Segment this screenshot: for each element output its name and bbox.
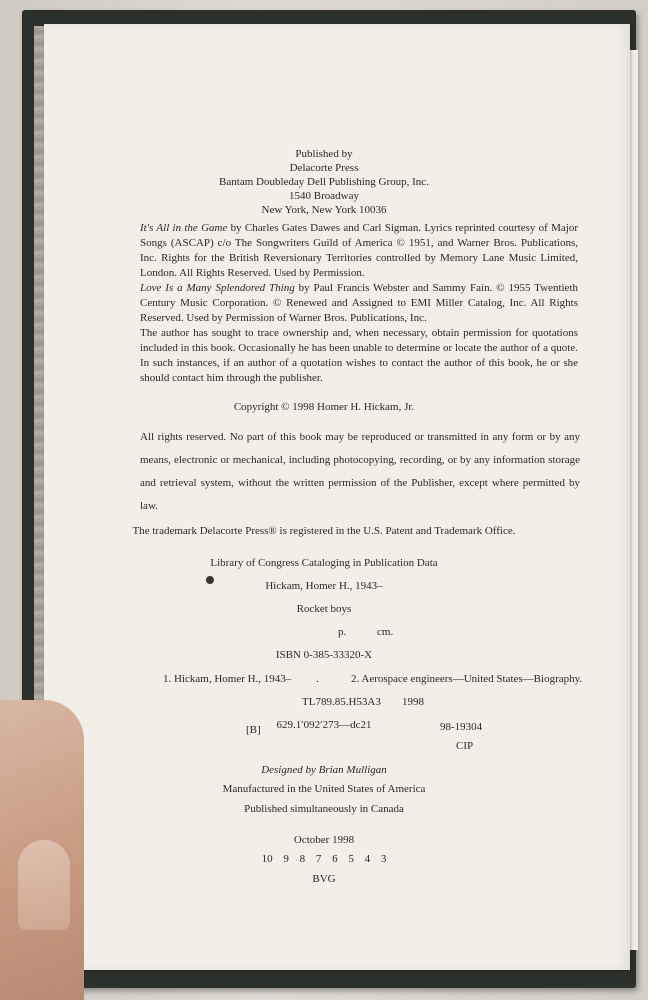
printing-line: 10 9 8 7 6 5 4 3 <box>261 853 387 865</box>
published-by: Published by <box>295 148 353 160</box>
cip-heading: Library of Congress Cataloging in Publication Data <box>210 557 438 569</box>
song-title-1: It's All in the Game <box>140 222 228 234</box>
publication-date: October 1998 <box>293 834 355 846</box>
permission-text-2: by Paul Francis Webster and Sammy Fain. © 1955 Twentieth Century Music Corporation. © Renewed and Assigned to EMI Miller Catalog, Inc. All Rights Reserved. Used by Permission of Warner Bros. Publications, Inc. <box>140 282 578 324</box>
cip-lc-class: TL789.85.H53A3 <box>302 696 381 708</box>
cip-isbn: ISBN 0-385-33320-X <box>275 649 373 661</box>
cip-cm: cm. <box>377 626 394 638</box>
permission-paragraph-2 <box>140 281 578 326</box>
thumb-highlight <box>18 840 70 930</box>
cip-label: CIP <box>456 740 474 752</box>
cip-bracket-b: [B] <box>246 724 261 736</box>
rights-reserved: All rights reserved. No part of this book may be reproduced or transmitted in any form or by any means, electronic or mechanical, including photocopying, recording, or by any information storage and retrieval system, without the written permission of the Publisher, except where permitted by law. <box>140 431 580 512</box>
permission-text-1: by Charles Gates Dawes and Carl Sigman. Lyrics reprinted courtesy of Major Songs (ASCAP) c/o The Songwriters Guild of America © 1951, and Warner Bros. Publications, Inc. Rights for the British Reversionary Territories controlled by Memory Lane Music Limited, London. All Rights Reserved. Used by Permission. <box>140 222 578 279</box>
cip-author: Hickam, Homer H., 1943– <box>265 580 383 592</box>
cip-dewey: 629.1′092′273—dc21 <box>276 719 372 731</box>
cip-lc-year: 1998 <box>402 696 424 708</box>
page-blemish <box>206 576 214 584</box>
cip-pages: p. <box>338 626 347 638</box>
permission-paragraph-1 <box>140 221 578 281</box>
designer-credit: Designed by Brian Mulligan <box>261 764 387 776</box>
cip-subject-dot: . <box>316 673 319 685</box>
publisher-group: Bantam Doubleday Dell Publishing Group, Inc. <box>219 176 429 188</box>
publisher-name: Delacorte Press <box>289 162 359 174</box>
copyright-line: Copyright © 1998 Homer H. Hickam, Jr. <box>233 401 415 413</box>
publisher-city: New York, New York 10036 <box>261 204 387 216</box>
cip-lccn: 98-19304 <box>440 721 483 733</box>
cip-subject-1: 1. Hickam, Homer H., 1943– <box>163 673 292 685</box>
trademark-notice: The trademark Delacorte Press® is registered in the U.S. Patent and Trademark Office. <box>132 525 516 537</box>
canada-notice: Published simultaneously in Canada <box>244 803 404 815</box>
cip-subject-2: 2. Aerospace engineers—United States—Biography. <box>351 673 583 685</box>
song-title-2: Love Is a Many Splendored Thing <box>140 282 295 294</box>
cip-title: Rocket boys <box>296 603 352 615</box>
publisher-street: 1540 Broadway <box>289 190 359 202</box>
author-permission-note: The author has sought to trace ownership and, when necessary, obtain permission for quotations included in this book. Occasionally he has been unable to determine or locate the author of a quote. In such instances, if an author of a quotation wishes to contact the author of this book, he or she should contact him through the publisher. <box>140 327 578 384</box>
printer-code: BVG <box>312 873 336 885</box>
manufactured-notice: Manufactured in the United States of America <box>222 783 426 795</box>
